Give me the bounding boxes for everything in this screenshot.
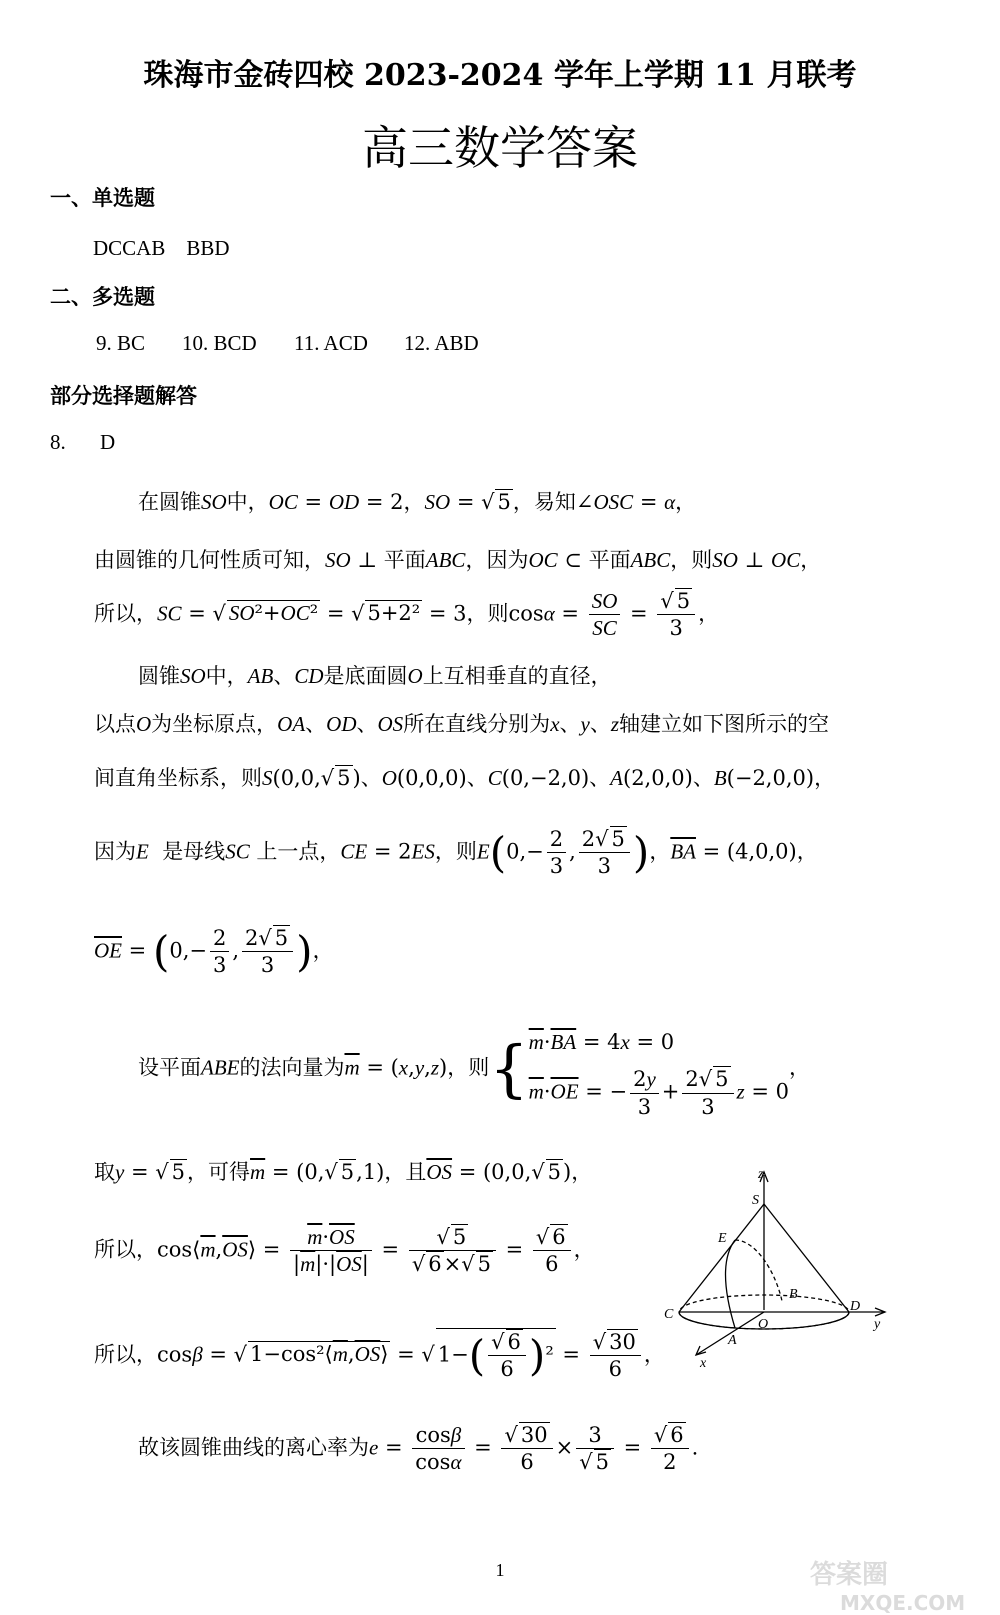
q8-line-13: 故该圆锥曲线的离心率为e = $\frac{\cos\beta}{\cos\alpha}$ = $\frac{√ 30}{6}$ × $\frac{3}{√ 5}$ = $\frac{√ 6}{2}$ .: [138, 1423, 699, 1475]
q8-line-6: 间直角坐标系，则S(0,0,√ 5)、O(0,0,0)、C(0,−2,0)、A(2,0,0)、B(−2,0,0)，: [94, 766, 836, 790]
q8-line-1: 在圆锥SO中，OC = OD = 2，SO = √ 5，易知∠OSC = α，: [138, 490, 697, 514]
q8-line-8: $\overline{OE} = (0,-$ $\frac{2}{3}$ , $\frac{2√ 5}{3}$ )，: [94, 926, 334, 978]
partial-solutions-heading: 部分选择题解答: [50, 383, 197, 408]
label-d: D: [850, 1299, 861, 1314]
exam-title: 珠海市金砖四校 2023-2024 学年上学期 11 月联考: [143, 58, 857, 93]
q8-line-5: 以点O为坐标原点，OA、OD、OS所在直线分别为x、y、z轴建立如下图所示的空: [94, 712, 830, 736]
q8-line-9: 设平面ABE的法向量为$\overline{m} = (x,y,z)$，则{ $\overline{m}\cdot\overline{BA} = 4x = 0$ $\overline{m}\cdot\overline{OE}$ = − $\frac{2y}{3}$ + $\frac{2√ 5}{3}$ z = 0 ，: [138, 1030, 811, 1119]
label-s: S: [752, 1193, 759, 1208]
label-c: C: [664, 1307, 674, 1322]
label-z: z: [758, 1167, 764, 1182]
q8-label: 8.: [50, 430, 66, 454]
q8-line-12: 所以，cosβ = √ $1-\cos^2⟨\overline{m},\overline{OS}⟩$ = √ 1−( $\frac{√ 6}{6}$ )² = $\frac{√ 30}{6}$ ，: [94, 1330, 665, 1382]
answer-title: 高三数学答案: [362, 121, 638, 175]
label-o: O: [758, 1317, 769, 1332]
multi-answer-12: 12. ABD: [404, 331, 479, 355]
conic-curve-front: [726, 1240, 735, 1328]
conic-curve-back: [735, 1240, 782, 1301]
label-y: y: [874, 1317, 881, 1332]
q8-line-3: 所以，SC = √ SO²+OC² = √ 5+2² = 3，则cosα = $\frac{SO}{SC}$ = $\frac{√ 5}{3}$ ，: [94, 589, 720, 641]
label-e: E: [718, 1231, 727, 1246]
cone-diagram: [660, 1160, 910, 1375]
q8-answer: D: [100, 430, 116, 454]
watermark-logo: [800, 1555, 990, 1615]
q8-line-11: 所以，$\cos⟨\overline{m},\overline{OS}⟩$ = $\frac{\overline{m}\cdot\overline{OS}}{|\overline{m}|\cdot|\overline{OS}|}$ = $\frac{√ 5}{√ 6\times√ 5}$ = $\frac{√ 6}{6}$ ，: [94, 1225, 595, 1277]
q8-line-7: 因为E 是母线SC 上一点，CE = 2ES，则E(0,− $\frac{2}{3}$ , $\frac{2√ 5}{3}$ )，$\overline{BA} = (4,0,0)$，: [94, 827, 818, 879]
label-x: x: [700, 1356, 707, 1371]
label-b: B: [789, 1287, 798, 1302]
watermark-text: 答案圈: [810, 1560, 889, 1590]
page-number: 1: [495, 1560, 505, 1580]
multi-choice-heading: 二、多选题: [50, 284, 155, 309]
single-choice-answers: DCCAB BBD: [93, 236, 230, 260]
q8-line-10: 取y = √ 5，可得$\overline{m} = (0,√$ 5,1)，且$\overline{OS} = (0,0,√$ 5)，: [94, 1160, 593, 1184]
watermark-site: MXQE.COM: [840, 1591, 966, 1615]
label-a: A: [728, 1333, 737, 1348]
multi-answer-11: 11. ACD: [294, 331, 368, 355]
single-choice-heading: 一、单选题: [50, 185, 155, 210]
multi-answer-9: 9. BC: [96, 331, 146, 355]
multi-answer-10: 10. BCD: [182, 331, 257, 355]
q8-line-4: 圆锥SO中，AB、CD是底面圆O上互相垂直的直径，: [138, 664, 612, 688]
q8-line-2: 由圆锥的几何性质可知，SO ⊥ 平面ABC，因为OC ⊂ 平面ABC，则SO ⊥ OC，: [94, 548, 822, 572]
